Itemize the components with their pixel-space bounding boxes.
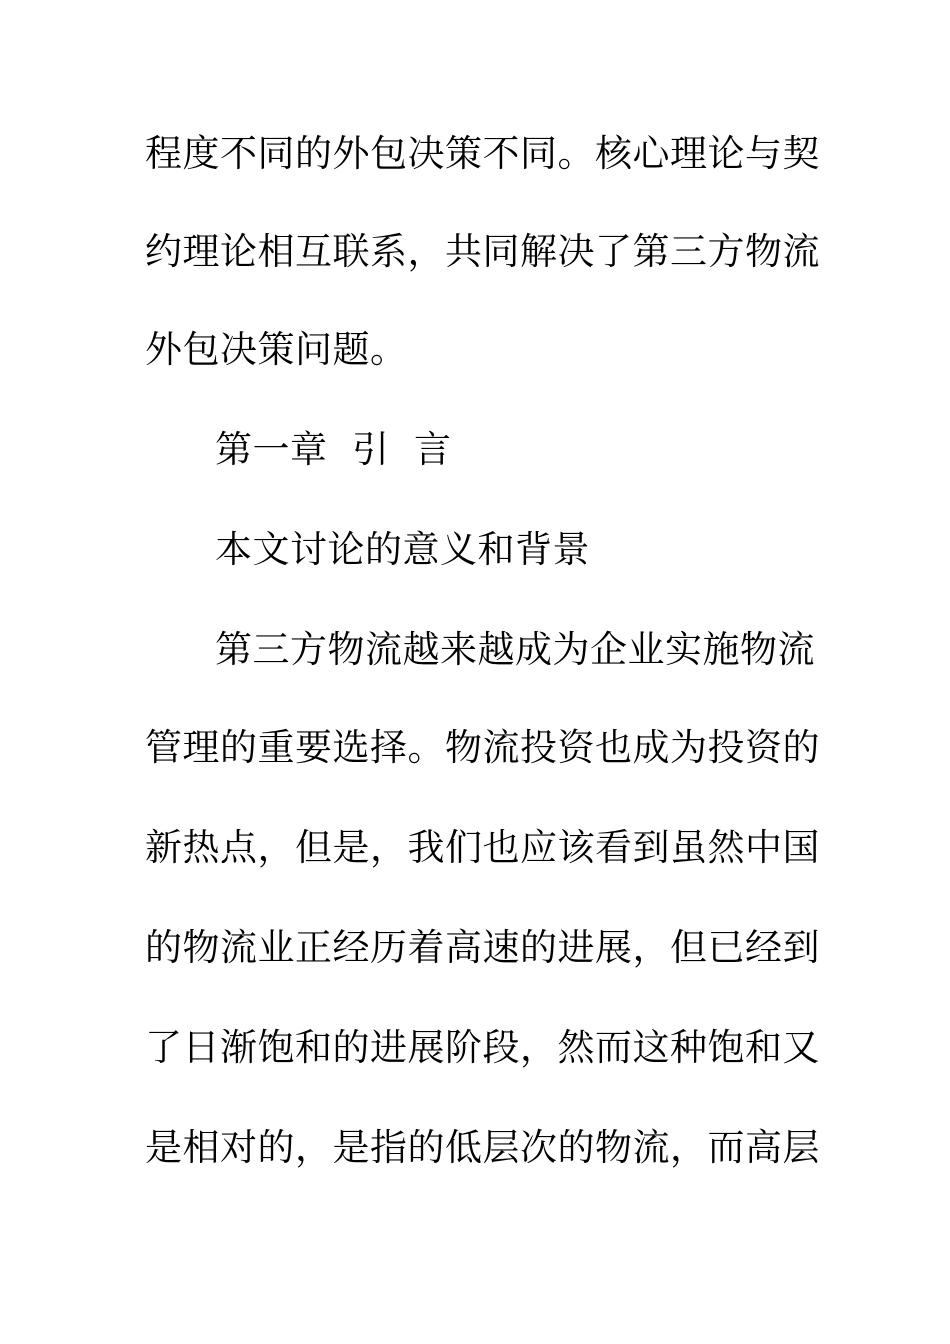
section-heading: 本文讨论的意义和背景 xyxy=(215,528,590,571)
paragraph-line: 管理的重要选择。物流投资也成为投资的 xyxy=(145,726,820,769)
paragraph-line: 外包决策问题。 xyxy=(145,328,408,371)
chapter-heading: 第一章 引 言 xyxy=(215,428,452,471)
paragraph-line: 新热点，但是，我们也应该看到虽然中国 xyxy=(145,826,820,869)
paragraph-line: 的物流业正经历着高速的进展，但已经到 xyxy=(145,926,820,969)
paragraph-line: 是相对的，是指的低层次的物流，而高层 xyxy=(145,1126,820,1169)
paragraph-line: 了日渐饱和的进展阶段，然而这种饱和又 xyxy=(145,1026,820,1069)
paragraph-line: 第三方物流越来越成为企业实施物流 xyxy=(215,628,815,671)
paragraph-line: 程度不同的外包决策不同。核心理论与契 xyxy=(145,132,820,175)
paragraph-line: 约理论相互联系，共同解决了第三方物流 xyxy=(145,230,820,273)
